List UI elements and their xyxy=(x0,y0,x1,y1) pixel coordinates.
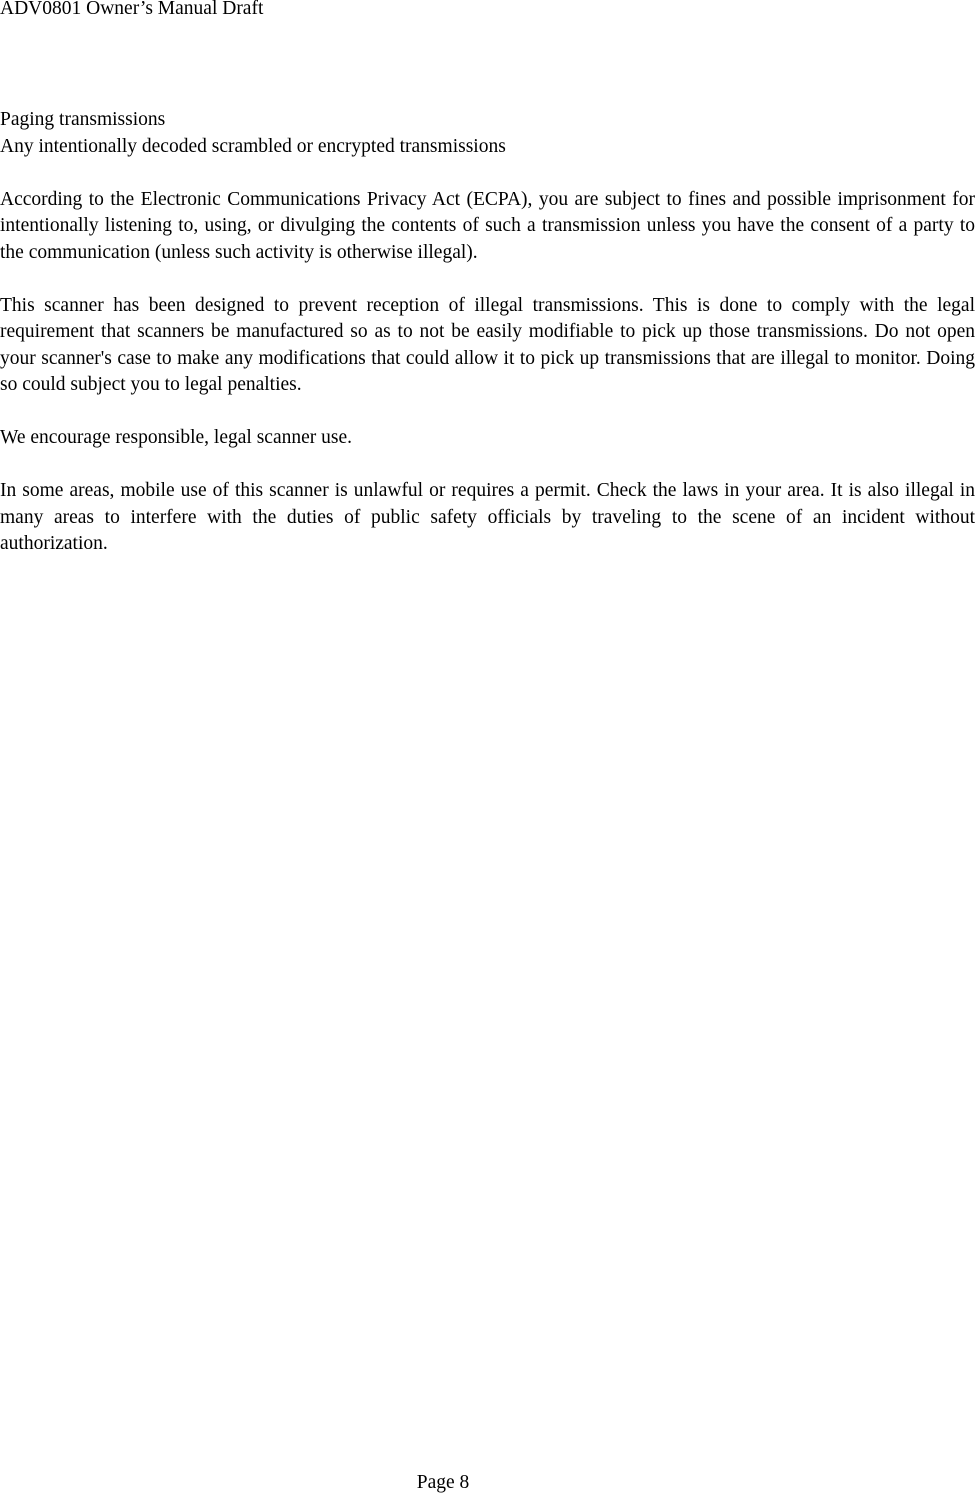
paragraph-gap xyxy=(0,160,975,187)
list-item: Paging transmissions xyxy=(0,109,166,130)
paragraph-gap xyxy=(0,452,975,479)
mobile-use-paragraph: In some areas, mobile use of this scanner is unlawful or requires a permit. Check the laws in your area. It is also illegal in many areas to interfere with the duties of public safety officials by traveling to the scene of an incident without authorization. xyxy=(0,480,975,554)
page-number: Page 8 xyxy=(416,1472,470,1493)
document-body xyxy=(0,107,975,558)
ecpa-paragraph: According to the Electronic Communications Privacy Act (ECPA), you are subject to fines and possible imprisonment for intentionally listening to, using, or divulging the contents of such a transmission unless you have the consent of a party to the communication (unless such activity is otherwise illegal). xyxy=(0,188,975,263)
paragraph-gap xyxy=(0,399,975,426)
document-header: ADV0801 Owner’s Manual Draft xyxy=(0,0,264,19)
paragraph-gap xyxy=(0,266,975,293)
list-item: Any intentionally decoded scrambled or encrypted transmissions xyxy=(0,135,506,157)
design-paragraph: This scanner has been designed to prevent reception of illegal transmissions. This is done to comply with the legal requirement that scanners be manufactured so as to not be easily modifiable to pick up those transmissions. Do not open your scanner's case to make any modifications that could allow it to pick up transmissions that are illegal to monitor. Doing so could subject you to legal penalties. xyxy=(0,294,975,395)
encourage-paragraph: We encourage responsible, legal scanner use. xyxy=(0,427,352,448)
